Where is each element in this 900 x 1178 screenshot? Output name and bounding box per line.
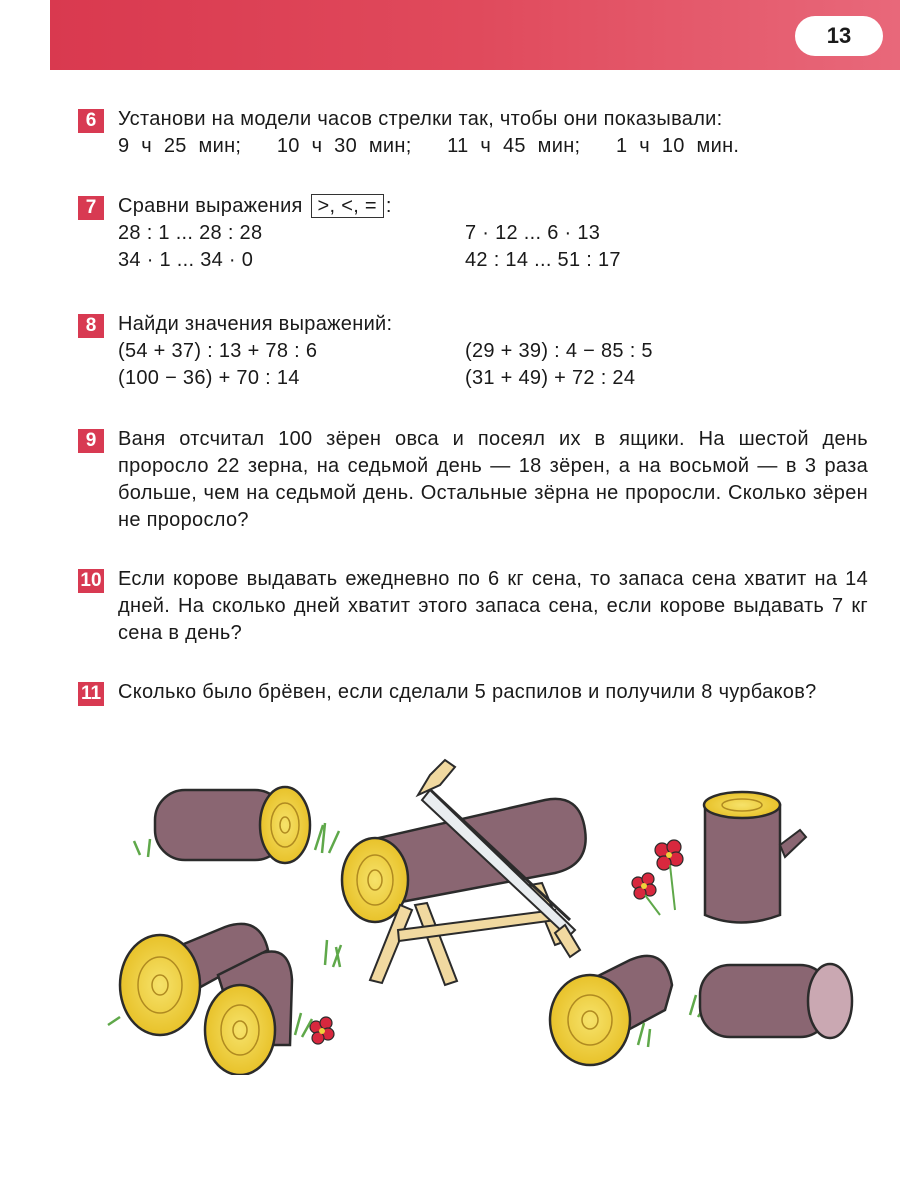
task-7-body	[118, 193, 868, 274]
expression: (31 + 49) + 72 : 24	[465, 367, 636, 389]
expression: (100 − 36) + 70 : 14	[118, 367, 300, 389]
task-10-text: Если корове выдавать ежедневно по 6 кг сена, то запаса сена хватит на 14 дней. На сколько дней хватит этого запаса сена, если корове выдавать 7 кг сена в день?	[118, 568, 868, 644]
expression-row	[118, 338, 868, 365]
grass-icon	[325, 940, 341, 967]
time-item: 10 ч 30 мин;	[276, 135, 412, 157]
task-number-badge: 6	[78, 109, 104, 133]
logs-illustration	[100, 745, 860, 1075]
flower-icon	[632, 840, 683, 915]
task-6-body	[118, 106, 868, 160]
expression: 42 : 14 ... 51 : 17	[465, 249, 621, 271]
header-band	[50, 0, 900, 70]
expression: 34 · 1 ... 34 · 0	[118, 249, 254, 271]
task-8	[78, 311, 868, 392]
time-item: 1 ч 10 мин.	[615, 135, 740, 157]
task-7-text-before: Сравни выражения	[118, 195, 303, 217]
log	[155, 787, 310, 863]
log	[550, 956, 672, 1065]
task-9	[78, 426, 868, 534]
expression: 7 · 12 ... 6 · 13	[465, 222, 601, 244]
task-8-text: Найди значения выражений:	[118, 313, 393, 335]
task-8-body	[118, 311, 868, 392]
task-number-badge: 11	[78, 682, 104, 706]
expression: 28 : 1 ... 28 : 28	[118, 222, 263, 244]
expression: (54 + 37) : 13 + 78 : 6	[118, 340, 318, 362]
expression-row	[118, 247, 868, 274]
flower-icon	[310, 1017, 334, 1044]
task-number-badge: 10	[78, 569, 104, 593]
task-7	[78, 193, 868, 274]
log	[700, 964, 852, 1038]
task-11-text: Сколько было брёвен, если сделали 5 распилов и получили 8 чурбаков?	[118, 681, 817, 703]
task-6	[78, 106, 868, 160]
task-10	[78, 566, 868, 647]
task-11	[78, 679, 868, 706]
task-number-badge: 9	[78, 429, 104, 453]
stump	[704, 792, 806, 923]
task-7-text-after: :	[385, 195, 392, 217]
expression-row	[118, 365, 868, 392]
task-number-badge: 7	[78, 196, 104, 220]
task-number-badge: 8	[78, 314, 104, 338]
time-item: 11 ч 45 мин;	[447, 135, 581, 157]
expression: (29 + 39) : 4 − 85 : 5	[465, 340, 653, 362]
time-item: 9 ч 25 мин;	[118, 135, 242, 157]
page-number: 13	[795, 16, 883, 56]
task-6-text: Установи на модели часов стрелки так, чтобы они показывали:	[118, 108, 723, 130]
comparison-signs-box: >, <, =	[311, 194, 384, 218]
task-9-text: Ваня отсчитал 100 зёрен овса и посеял их в ящики. На шестой день проросло 22 зерна, на седьмой день — 18 зёрен, а на восьмой — в 3 раза больше, чем на седьмой день. Остальные зёрна не проросли. Сколько зёрен не проросло?	[118, 428, 868, 531]
task-7-text	[118, 193, 868, 220]
expression-row	[118, 220, 868, 247]
task-6-times	[118, 133, 868, 160]
